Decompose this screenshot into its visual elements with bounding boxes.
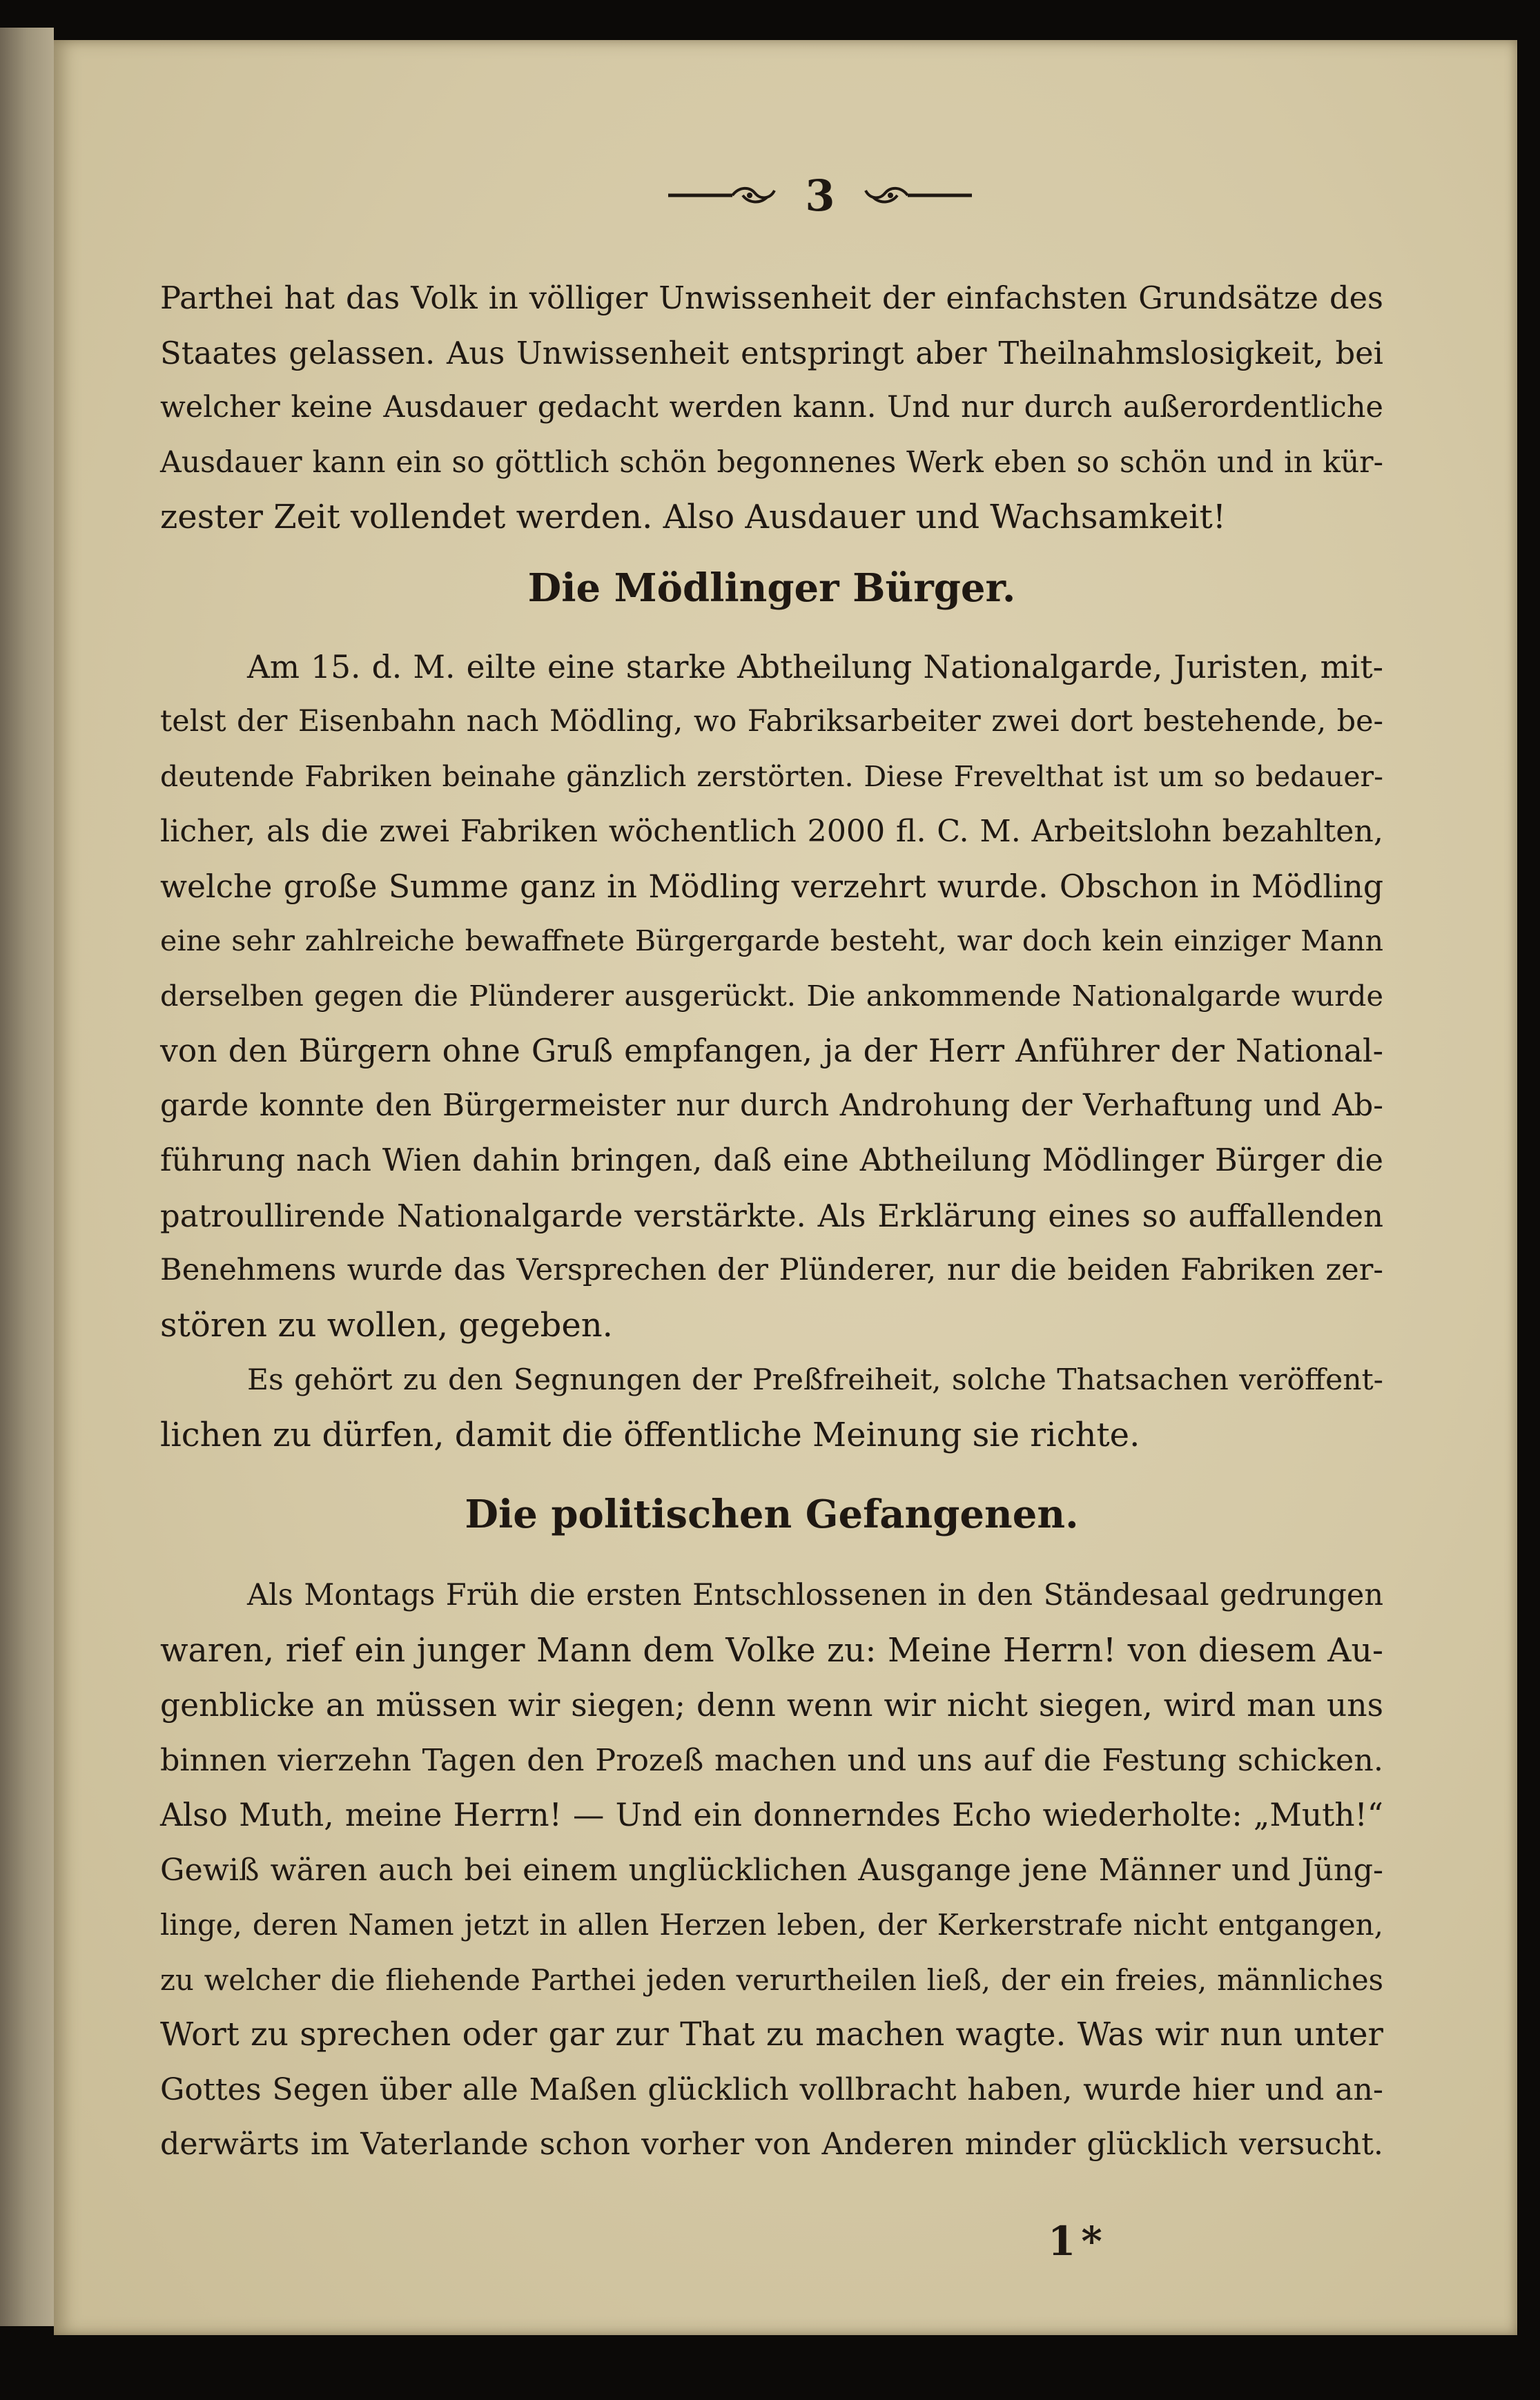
text-line: stören zu wollen, gegeben. <box>160 1305 613 1345</box>
page-number: 3 <box>805 170 835 221</box>
text-line: telst der Eisenbahn nach Mödling, wo Fabriksarbeiter zwei dort bestehende, be- <box>160 704 1383 739</box>
text-line: Gottes Segen über alle Maßen glücklich vollbracht haben, wurde hier und an- <box>160 2071 1383 2107</box>
text-line: zester Zeit vollendet werden. Also Ausdauer und Wachsamkeit! <box>160 498 1227 536</box>
text-line: Parthei hat das Volk in völliger Unwissenheit der einfachsten Grundsätze des <box>160 280 1383 316</box>
paragraph-continued <box>160 271 1383 545</box>
section-heading: Die Mödlinger Bürger. <box>527 565 1016 611</box>
previous-page-edge <box>0 28 54 2326</box>
text-line: eine sehr zahlreiche bewaffnete Bürgergarde besteht, war doch kein einziger Mann <box>160 924 1383 957</box>
text-line: zu welcher die fliehende Parthei jeden verurtheilen ließ, der ein freies, männliches <box>160 1962 1383 1997</box>
text-line: binnen vierzehn Tagen den Prozeß machen und uns auf die Festung schicken. <box>160 1742 1383 1778</box>
text-line: deutende Fabriken beinahe gänzlich zerstörten. Diese Frevelthat ist um so bedauer- <box>160 759 1383 793</box>
left-ornament-icon <box>667 185 777 206</box>
right-ornament-icon <box>863 185 973 206</box>
paragraph <box>160 1568 1383 2172</box>
text-line: Am 15. d. M. eilte eine starke Abtheilung Nationalgarde, Juristen, mit- <box>247 648 1383 685</box>
text-line: Als Montags Früh die ersten Entschlossenen in den Ständesaal gedrungen <box>247 1578 1383 1612</box>
text-line: Ausdauer kann ein so göttlich schön begonnenes Werk eben so schön und in kür- <box>160 445 1383 480</box>
paragraph <box>160 640 1383 1354</box>
text-line: lichen zu dürfen, damit die öffentliche Meinung sie richte. <box>160 1415 1140 1454</box>
text-line: genblicke an müssen wir siegen; denn wenn wir nicht siegen, wird man uns <box>160 1687 1383 1724</box>
text-line: derwärts im Vaterlande schon vorher von Anderen minder glücklich versucht. <box>160 2127 1383 2162</box>
text-line: garde konnte den Bürgermeister nur durch Androhung der Verhaftung und Ab- <box>160 1088 1383 1123</box>
text-line: Staates gelassen. Aus Unwissenheit entspringt aber Theilnahmslosigkeit, bei <box>160 334 1383 371</box>
book-page <box>54 40 1517 2335</box>
paragraph <box>160 1353 1383 1463</box>
text-line: welcher keine Ausdauer gedacht werden kann. Und nur durch außerordentliche <box>160 390 1383 425</box>
text-line: licher, als die zwei Fabriken wöchentlich 2000 fl. C. M. Arbeitslohn bezahlten, <box>160 814 1383 849</box>
text-line: führung nach Wien dahin bringen, daß eine Abtheilung Mödlinger Bürger die <box>160 1142 1383 1178</box>
section-heading: Die politischen Gefangenen. <box>465 1492 1079 1537</box>
text-line: derselben gegen die Plünderer ausgerückt. Die ankommende Nationalgarde wurde <box>160 979 1383 1013</box>
text-line: Also Muth, meine Herrn! — Und ein donnerndes Echo wiederholte: „Muth!“ <box>160 1797 1383 1833</box>
text-block <box>160 271 1383 2172</box>
signature-mark: 1* <box>1048 2218 1108 2265</box>
text-line: Benehmens wurde das Versprechen der Plünderer, nur die beiden Fabriken zer- <box>160 1253 1383 1287</box>
text-line: waren, rief ein junger Mann dem Volke zu: Meine Herrn! von diesem Au- <box>160 1631 1383 1670</box>
text-line: patroullirende Nationalgarde verstärkte. Als Erklärung eines so auffallenden <box>160 1197 1383 1234</box>
text-line: von den Bürgern ohne Gruß empfangen, ja der Herr Anführer der National- <box>160 1033 1383 1069</box>
text-line: Es gehört zu den Segnungen der Preßfreiheit, solche Thatsachen veröffent- <box>247 1363 1383 1397</box>
page-header <box>620 164 1020 226</box>
text-line: welche große Summe ganz in Mödling verzehrt wurde. Obschon in Mödling <box>160 868 1383 905</box>
text-line: Wort zu sprechen oder gar zur That zu machen wagte. Was wir nun unter <box>160 2016 1383 2053</box>
text-line: linge, deren Namen jetzt in allen Herzen leben, der Kerkerstrafe nicht entgangen, <box>160 1908 1383 1942</box>
text-line: Gewiß wären auch bei einem unglücklichen Ausgange jene Männer und Jüng- <box>160 1852 1383 1888</box>
